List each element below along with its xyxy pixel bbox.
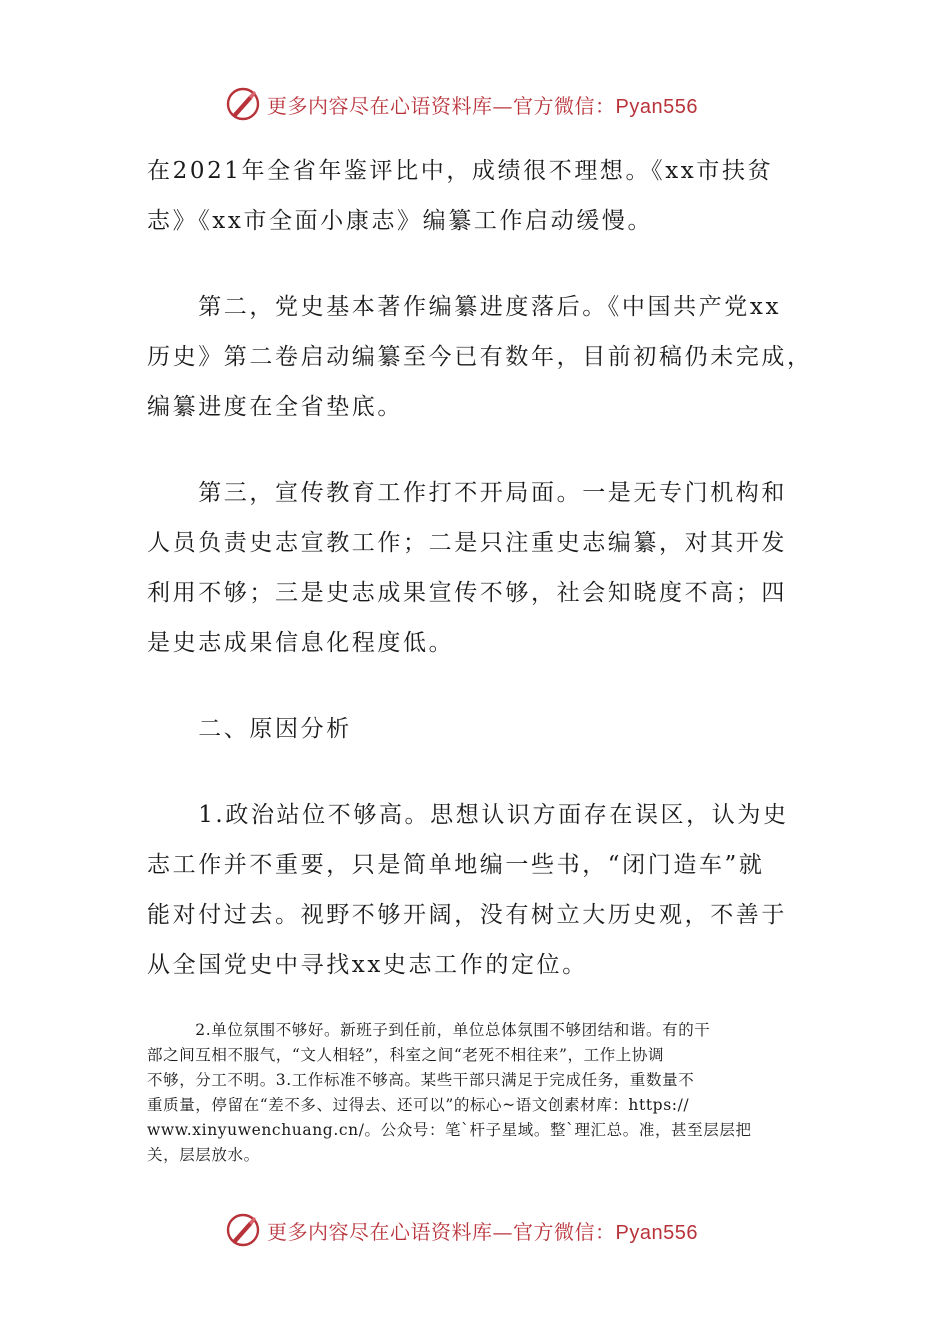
paragraph <box>147 790 807 990</box>
paragraph <box>147 146 807 246</box>
text-line: 从全国党史中寻找xx史志工作的定位。 <box>147 952 588 978</box>
pen-circle-logo-icon <box>225 86 261 122</box>
small-text-line: 不够，分工不明。3.工作标准不够高。某些干部只满足于完成任务，重数量不 <box>147 1071 695 1089</box>
small-print-paragraph <box>147 1018 812 1168</box>
wechat-id: Pyan556 <box>615 1221 698 1244</box>
small-text-line: 重质量，停留在“差不多、过得去、还可以”的标心~语文创素材库：https:// <box>147 1096 690 1114</box>
text-line: 能对付过去。视野不够开阔，没有树立大历史观，不善于 <box>147 902 787 928</box>
paragraph-gap <box>147 668 807 704</box>
paragraph <box>147 704 807 754</box>
text-line: 志工作并不重要，只是简单地编一些书，“闭门造车”就 <box>147 852 765 878</box>
text-line: 历史》第二卷启动编纂至今已有数年，目前初稿仍未完成， <box>147 344 813 370</box>
banner-text: 更多内容尽在心语资料库—官方微信：Pyan556 <box>267 1219 698 1244</box>
paragraph-gap <box>147 754 807 790</box>
wechat-id: Pyan556 <box>615 95 698 118</box>
paragraph <box>147 468 807 668</box>
text-line: 第三，宣传教育工作打不开局面。一是无专门机构和 <box>147 480 787 506</box>
text-line: 在2021年全省年鉴评比中，成绩很不理想。《xx市扶贫 <box>147 158 774 184</box>
small-text-line: www.xinyuwenchuang.cn/。公众号：笔`杆子星域。整`理汇总。准，甚至层层把 <box>147 1121 752 1139</box>
text-line: 志》《xx市全面小康志》编纂工作启动缓慢。 <box>147 208 654 234</box>
small-text-line: 关，层层放水。 <box>147 1146 260 1164</box>
small-text-line: 2.单位氛围不够好。新班子到任前，单位总体氛围不够团结和谐。有的干 <box>147 1021 711 1039</box>
text-line: 二、原因分析 <box>147 716 352 742</box>
header-banner <box>225 84 745 124</box>
paragraph <box>147 282 813 432</box>
text-line: 人员负责史志宣教工作；二是只注重史志编纂，对其开发 <box>147 530 787 556</box>
paragraph-gap <box>147 432 807 468</box>
text-line: 第二，党史基本著作编纂进度落后。《中国共产党xx <box>147 294 782 320</box>
banner-text: 更多内容尽在心语资料库—官方微信：Pyan556 <box>267 93 698 118</box>
footer-banner <box>225 1210 745 1250</box>
text-line: 1.政治站位不够高。思想认识方面存在误区，认为史 <box>147 802 789 828</box>
paragraph-gap <box>147 246 807 282</box>
document-body <box>147 146 813 990</box>
text-line: 编纂进度在全省垫底。 <box>147 394 403 420</box>
pen-circle-logo-icon <box>225 1212 261 1248</box>
small-text-line: 部之间互相不服气，“文人相轻”，科室之间“老死不相往来”，工作上协调 <box>147 1046 665 1064</box>
text-line: 利用不够；三是史志成果宣传不够，社会知晓度不高；四 <box>147 580 787 606</box>
text-line: 是史志成果信息化程度低。 <box>147 630 455 656</box>
